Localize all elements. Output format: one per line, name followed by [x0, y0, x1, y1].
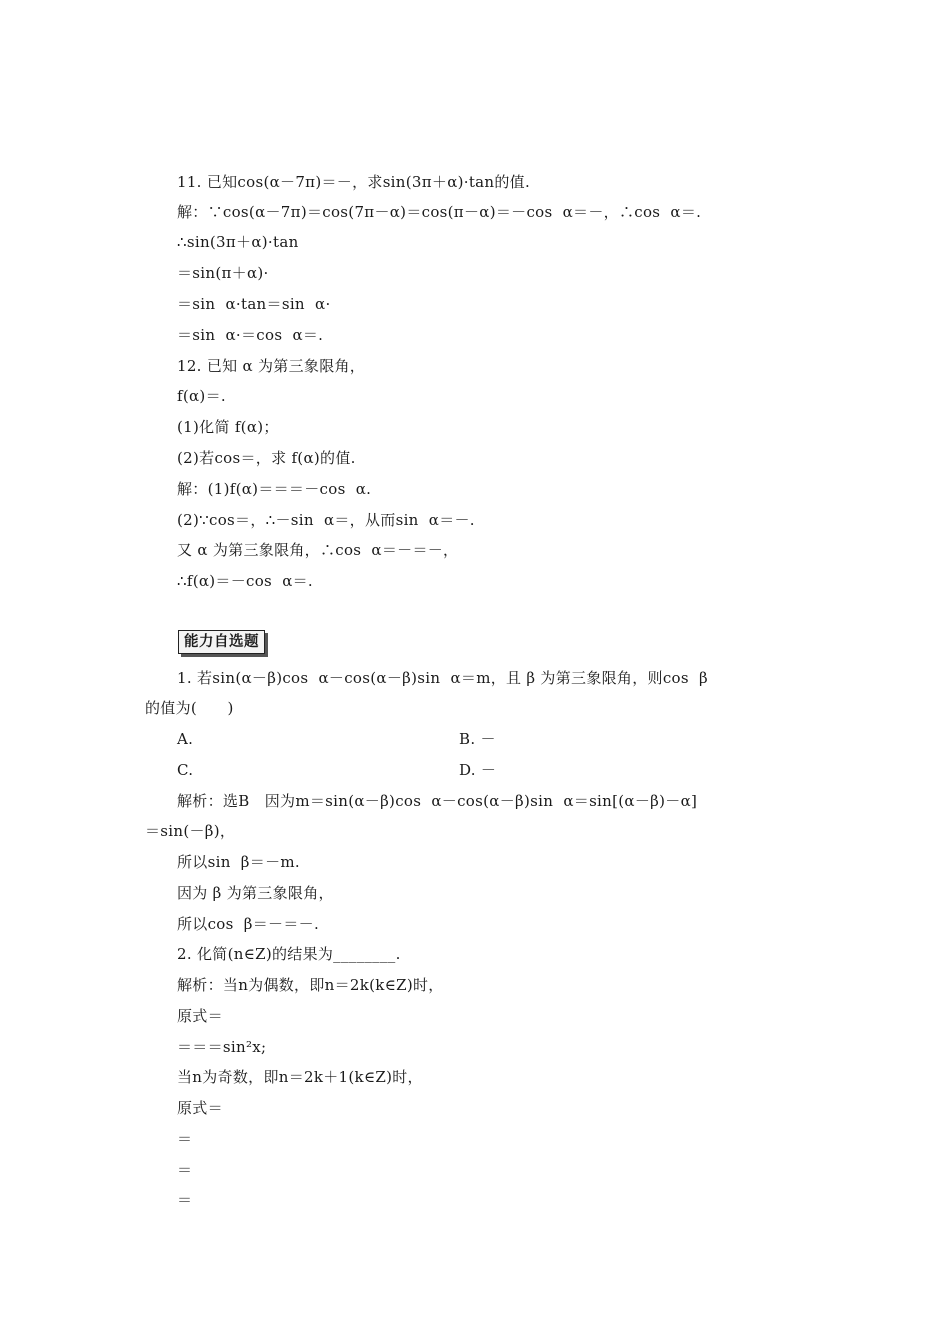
p1-solution-line-2: ＝sin(－β)， — [145, 822, 236, 840]
q12-solution-line-4: ∴f(α)＝－cos α＝. — [177, 572, 313, 590]
q11-solution-line-5: ＝sin α·＝cos α＝. — [177, 326, 324, 344]
q11-solution-line-3: ＝sin(π＋α)· — [177, 264, 269, 282]
q11-solution-line-2: ∴sin(3π＋α)·tan — [177, 233, 299, 251]
q12-stem: 12. 已知 α 为第三象限角， — [177, 357, 366, 375]
p1-stem-line-1: 1. 若sin(α－β)cos α－cos(α－β)sin α＝m，且 β 为第三象限角，则cos β — [177, 669, 708, 687]
p2-solution-line-3: ＝＝＝sin²x; — [177, 1038, 267, 1056]
p1-option-a: A. — [177, 730, 194, 748]
p1-stem-line-2: 的值为( ) — [145, 699, 234, 717]
p2-solution-line-4: 当n为奇数，即n＝2k＋1(k∈Z)时， — [177, 1068, 423, 1086]
p1-option-d: D. － — [459, 761, 497, 779]
q11-solution-line-4: ＝sin α·tan＝sin α· — [177, 295, 331, 313]
q12-part-2: (2)若cos＝，求 f(α)的值. — [177, 449, 356, 467]
q12-solution-line-2: (2)∵cos＝，∴－sin α＝，从而sin α＝－. — [177, 511, 475, 529]
p2-solution-line-1: 解析：当n为偶数，即n＝2k(k∈Z)时， — [177, 976, 444, 994]
q12-part-1: (1)化简 f(α)； — [177, 418, 279, 436]
p2-solution-line-5: 原式＝ — [177, 1099, 223, 1117]
p2-solution-line-7: ＝ — [177, 1161, 193, 1179]
p2-stem: 2. 化简(n∈Z)的结果为________. — [177, 945, 401, 963]
q12-solution-line-1: 解：(1)f(α)＝＝＝－cos α. — [177, 480, 372, 498]
p1-solution-line-4: 因为 β 为第三象限角， — [177, 884, 334, 902]
p1-solution-line-5: 所以cos β＝－＝－. — [177, 915, 320, 933]
section-title-badge: 能力自选题 — [178, 630, 265, 654]
q11-stem: 11. 已知cos(α－7π)＝－，求sin(3π＋α)·tan的值. — [177, 173, 531, 191]
p1-solution-line-1: 解析：选B 因为m＝sin(α－β)cos α－cos(α－β)sin α＝sin[(α－β)－α] — [177, 792, 698, 810]
p2-solution-line-8: ＝ — [177, 1191, 193, 1209]
q12-function: f(α)＝. — [177, 387, 226, 405]
p1-solution-line-3: 所以sin β＝－m. — [177, 853, 300, 871]
q12-solution-line-3: 又 α 为第三象限角，∴cos α＝－＝－， — [177, 541, 459, 559]
p2-solution-line-6: ＝ — [177, 1130, 193, 1148]
q11-solution-line-1: 解：∵cos(α－7π)＝cos(7π－α)＝cos(π－α)＝－cos α＝－，∴cos α＝. — [177, 203, 702, 221]
p1-option-b: B. － — [459, 730, 496, 748]
p2-solution-line-2: 原式＝ — [177, 1007, 223, 1025]
p1-option-c: C. — [177, 761, 194, 779]
